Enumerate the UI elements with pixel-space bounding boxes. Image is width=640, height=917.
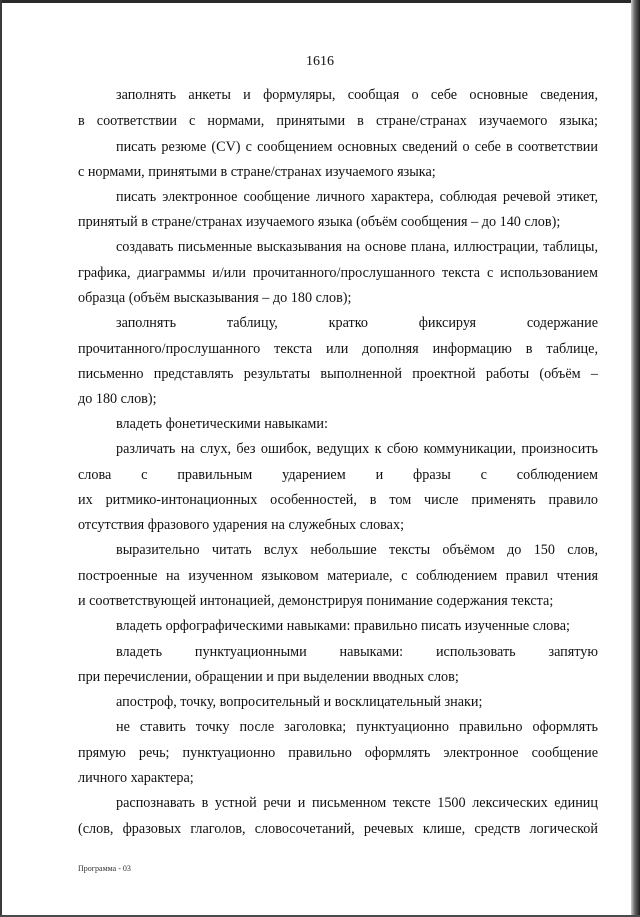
scan-edge-right xyxy=(631,0,640,917)
scan-edge-top xyxy=(0,0,640,3)
text-line: графика, диаграммы и/или прочитанного/прослушанного текста с использованием xyxy=(78,265,598,281)
text-line: их ритмико-интонационных особенностей, в том числе применять правило xyxy=(78,492,598,508)
page-number: 1616 xyxy=(306,54,334,69)
text-line: образца (объём высказывания – до 180 слов); xyxy=(78,290,352,306)
text-line: различать на слух, без ошибок, ведущих к сбою коммуникации, произносить xyxy=(116,441,598,457)
text-line: личного характера; xyxy=(78,770,194,786)
text-line: прямую речь; пунктуационно правильно оформлять электронное сообщение xyxy=(78,745,598,761)
text-line: владеть орфографическими навыками: правильно писать изученные слова; xyxy=(116,618,570,634)
page-footer: Программа - 03 xyxy=(78,864,131,873)
text-line: владеть пунктуационными навыками: использовать запятую xyxy=(116,644,598,660)
scan-edge-left xyxy=(0,0,2,917)
text-line: писать резюме (CV) с сообщением основных сведений о себе в соответствии xyxy=(116,139,598,155)
text-line: и соответствующей интонацией, демонстрируя понимание содержания текста; xyxy=(78,593,554,609)
text-line: построенные на изученном языковом материале, с соблюдением правил чтения xyxy=(78,568,598,584)
text-line: (слов, фразовых глаголов, словосочетаний, речевых клише, средств логической xyxy=(78,821,598,837)
text-line: отсутствия фразового ударения на служебных словах; xyxy=(78,517,405,533)
text-line: распознавать в устной речи и письменном тексте 1500 лексических единиц xyxy=(116,795,598,811)
text-line: принятый в стране/странах изучаемого языка (объём сообщения – до 140 слов); xyxy=(78,214,561,230)
text-line: слова с правильным ударением и фразы с соблюдением xyxy=(78,467,598,483)
text-line: заполнять таблицу, кратко фиксируя содержание xyxy=(116,315,598,331)
text-line: до 180 слов); xyxy=(78,391,157,407)
text-line: выразительно читать вслух небольшие тексты объёмом до 150 слов, xyxy=(116,542,598,558)
text-line: не ставить точку после заголовка; пунктуационно правильно оформлять xyxy=(116,719,598,735)
text-line: с нормами, принятыми в стране/странах изучаемого языка; xyxy=(78,164,436,180)
text-line: в соответствии с нормами, принятыми в стране/странах изучаемого языка; xyxy=(78,113,598,129)
text-line: создавать письменные высказывания на основе плана, иллюстрации, таблицы, xyxy=(116,239,598,255)
text-line: апостроф, точку, вопросительный и восклицательный знаки; xyxy=(116,694,483,710)
text-line: прочитанного/прослушанного текста или дополняя информацию в таблице, xyxy=(78,341,598,357)
text-line: при перечислении, обращении и при выделении вводных слов; xyxy=(78,669,459,685)
text-line: владеть фонетическими навыками: xyxy=(116,416,328,432)
text-line: заполнять анкеты и формуляры, сообщая о себе основные сведения, xyxy=(116,87,598,103)
text-line: письменно представлять результаты выполненной проектной работы (объём – xyxy=(78,366,598,382)
text-line: писать электронное сообщение личного характера, соблюдая речевой этикет, xyxy=(116,189,598,205)
